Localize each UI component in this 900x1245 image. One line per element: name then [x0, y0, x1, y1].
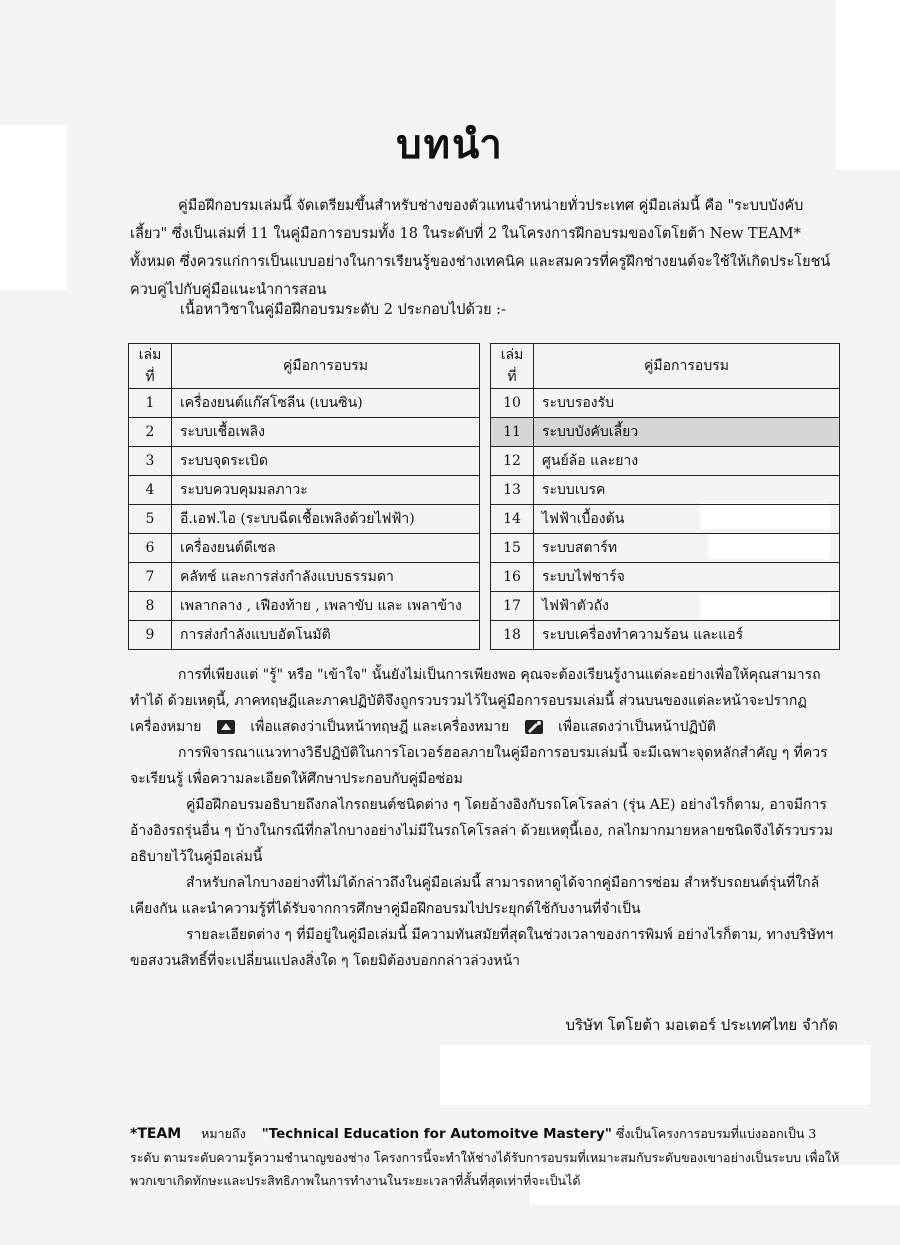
book-title: ระบบควบคุมมลภาวะ: [172, 476, 480, 505]
book-number: 5: [129, 505, 172, 534]
book-number: 12: [491, 447, 534, 476]
book-title: ไฟฟ้าตัวถัง: [534, 592, 840, 621]
paragraph-learning: [130, 662, 842, 740]
footnote-text: ซึ่งเป็นโครงการอบรมที่แบ่งออกเป็น 3 ระดับ ตามระดับความรู้ความชำนาญของช่าง โครงการนี้จะทำให้ช่างได้รับการอบรมที่เหมาะสมกับระดับของเขาอย่างเป็นระบบ เพื่อให้พวกเขาเกิดทักษะและประสิทธิภาพในการทำงานในระยะเวลาที่สั้นที่สุดเท่าที่จะเป็นได้: [130, 1126, 840, 1188]
paragraph-repair-manual: [130, 870, 842, 922]
table-row: [491, 505, 840, 534]
book-number: 4: [129, 476, 172, 505]
footnote: [130, 1122, 845, 1192]
book-number: 2: [129, 418, 172, 447]
table-row: [129, 476, 480, 505]
book-title: ระบบรองรับ: [534, 389, 840, 418]
intro-text: คู่มือฝึกอบรมเล่มนี้ จัดเตรียมขึ้นสำหรับช่างของตัวแทนจำหน่ายทั่วประเทศ คู่มือเล่มนี้ คือ "ระบบบังคับเลี้ยว" ซึ่งเป็นเล่มที่ 11 ในคู่มือการอบรมทั้ง 18 ในระดับที่ 2 ในโครงการฝึกอบรมของโตโยต้า New TEAM* ทั้งหมด ซึ่งควรแก่การเป็นแบบอย่างในการเรียนรู้ของช่างเทคนิค และสมควรที่ครูฝึกช่างยนต์จะใช้ให้เกิดประโยชน์ควบคู่ไปกับคู่มือแนะนำการสอน: [130, 198, 831, 298]
col-header-name: คู่มือการอบรม: [534, 344, 840, 389]
intro-paragraph: [130, 192, 840, 304]
page-title: บทนำ: [396, 122, 504, 168]
table-row: [129, 534, 480, 563]
book-title: อี.เอฟ.ไอ (ระบบฉีดเชื้อเพลิงด้วยไฟฟ้า): [172, 505, 480, 534]
paragraph-rights-text: รายละเอียดต่าง ๆ ที่มีอยู่ในคู่มือเล่มนี้ มีความทันสมัยที่สุดในช่วงเวลาของการพิมพ์ อย่างไรก็ตาม, ทางบริษัทฯ ขอสงวนสิทธิ์ที่จะเปลี่ยนแปลงสิ่งใด ๆ โดยมิต้องบอกกล่าวล่วงหน้า: [130, 927, 834, 969]
paragraph-rights: [130, 922, 842, 974]
footnote-expansion: "Technical Education for Automoitve Mastery": [261, 1126, 612, 1142]
book-number: 7: [129, 563, 172, 592]
practice-page-icon: [524, 719, 544, 735]
table-row: [129, 389, 480, 418]
content-heading: เนื้อหาวิชาในคู่มือฝึกอบรมระดับ 2 ประกอบไปด้วย :-: [180, 302, 506, 318]
paragraph-learning-text: การที่เพียงแต่ "รู้" หรือ "เข้าใจ" นั้นยังไม่เป็นการเพียงพอ คุณจะต้องเรียนรู้งานแต่ละอย่างเพื่อให้คุณสามารถทำได้ ด้วยเหตุนี้, ภาคทฤษฎีและภาคปฏิบัติจึงถูกรวบรวมไว้ในคู่มือการอบรมเล่มนี้ ส่วนบนของแต่ละหน้าจะปรากฏเครื่องหมาย: [130, 667, 821, 735]
paragraph-overhaul: [130, 740, 842, 792]
col-header-no: เล่มที่: [129, 344, 172, 389]
footnote-means: หมายถึง: [201, 1126, 246, 1141]
table-row: [129, 447, 480, 476]
book-number: 18: [491, 621, 534, 650]
table-header-row: [129, 344, 480, 389]
book-title: ระบบสตาร์ท: [534, 534, 840, 563]
book-number: 9: [129, 621, 172, 650]
book-number: 1: [129, 389, 172, 418]
book-number: 3: [129, 447, 172, 476]
footnote-team-label: *TEAM: [130, 1126, 182, 1142]
table-header-row: [491, 344, 840, 389]
book-title: ระบบเครื่องทำความร้อน และแอร์: [534, 621, 840, 650]
col-header-no: เล่มที่: [491, 344, 534, 389]
book-number: 15: [491, 534, 534, 563]
book-number: 10: [491, 389, 534, 418]
book-title: ระบบไฟชาร์จ: [534, 563, 840, 592]
book-number: 17: [491, 592, 534, 621]
book-title: ศูนย์ล้อ และยาง: [534, 447, 840, 476]
book-title: เครื่องยนต์ดีเซล: [172, 534, 480, 563]
book-title: ระบบเบรค: [534, 476, 840, 505]
table-row: [491, 621, 840, 650]
practice-symbol-text: เพื่อแสดงว่าเป็นหน้าปฏิบัติ: [558, 719, 716, 735]
book-title: ระบบบังคับเลี้ยว: [534, 418, 840, 447]
book-number: 6: [129, 534, 172, 563]
table-row: [129, 621, 480, 650]
table-row: [129, 505, 480, 534]
table-row: [491, 447, 840, 476]
book-title: ระบบเชื้อเพลิง: [172, 418, 480, 447]
book-number: 11: [491, 418, 534, 447]
book-title: การส่งกำลังแบบอัตโนมัติ: [172, 621, 480, 650]
paragraph-repair-manual-text: สำหรับกลไกบางอย่างที่ไม่ได้กล่าวถึงในคู่มือเล่มนี้ สามารถหาดูได้จากคู่มือการซ่อม สำหรับรถยนต์รุ่นที่ใกล้เคียงกัน และนำความรู้ที่ได้รับจากการศึกษาคู่มือฝึกอบรมไปประยุกต์ใช้กับงานที่จำเป็น: [130, 875, 820, 917]
company-signature: บริษัท โตโยต้า มอเตอร์ ประเทศไทย จำกัด: [565, 1016, 838, 1034]
paragraph-mechanisms: [130, 792, 842, 870]
book-number: 16: [491, 563, 534, 592]
manual-table-left: [128, 343, 480, 650]
book-number: 14: [491, 505, 534, 534]
table-row: [129, 592, 480, 621]
theory-page-icon: [216, 719, 236, 735]
book-title: เครื่องยนต์แก๊สโซลีน (เบนซิน): [172, 389, 480, 418]
theory-symbol-text: เพื่อแสดงว่าเป็นหน้าทฤษฎี และเครื่องหมาย: [250, 719, 510, 735]
book-number: 8: [129, 592, 172, 621]
book-title: คลัทช์ และการส่งกำลังแบบธรรมดา: [172, 563, 480, 592]
scan-mask-lower-right: [440, 1045, 870, 1105]
table-row: [491, 534, 840, 563]
manual-table-right: [490, 343, 840, 650]
book-title: ระบบจุดระเบิด: [172, 447, 480, 476]
paragraph-mechanisms-text: คู่มือฝึกอบรมอธิบายถึงกลไกรถยนต์ชนิดต่าง ๆ โดยอ้างอิงกับรถโคโรลล่า (รุ่น AE) อย่างไรก็ตาม, อาจมีการอ้างอิงรถรุ่นอื่น ๆ บ้างในกรณีที่กลไกบางอย่างไม่มีในรถโคโรลล่า ด้วยเหตุนี้เอง, กลไกมากมายหลายชนิดจึงได้รวบรวมอธิบายไว้ในคู่มือเล่มนี้: [130, 797, 834, 865]
table-row: [491, 476, 840, 505]
table-row: [491, 563, 840, 592]
table-row: [129, 563, 480, 592]
table-row: [491, 389, 840, 418]
table-row: [129, 418, 480, 447]
book-number: 13: [491, 476, 534, 505]
table-row-current-book: [491, 418, 840, 447]
book-title: เพลากลาง , เฟืองท้าย , เพลาขับ และ เพลาข้าง: [172, 592, 480, 621]
col-header-name: คู่มือการอบรม: [172, 344, 480, 389]
paragraph-overhaul-text: การพิจารณาแนวทางวิธีปฏิบัติในการโอเวอร์ฮอลภายในคู่มือการอบรมเล่มนี้ จะมีเฉพาะจุดหลักสำคัญ ๆ ที่ควรจะเรียนรู้ เพื่อความละเอียดให้ศึกษาประกอบกับคู่มือซ่อม: [130, 745, 828, 787]
table-row: [491, 592, 840, 621]
book-title: ไฟฟ้าเบื้องต้น: [534, 505, 840, 534]
